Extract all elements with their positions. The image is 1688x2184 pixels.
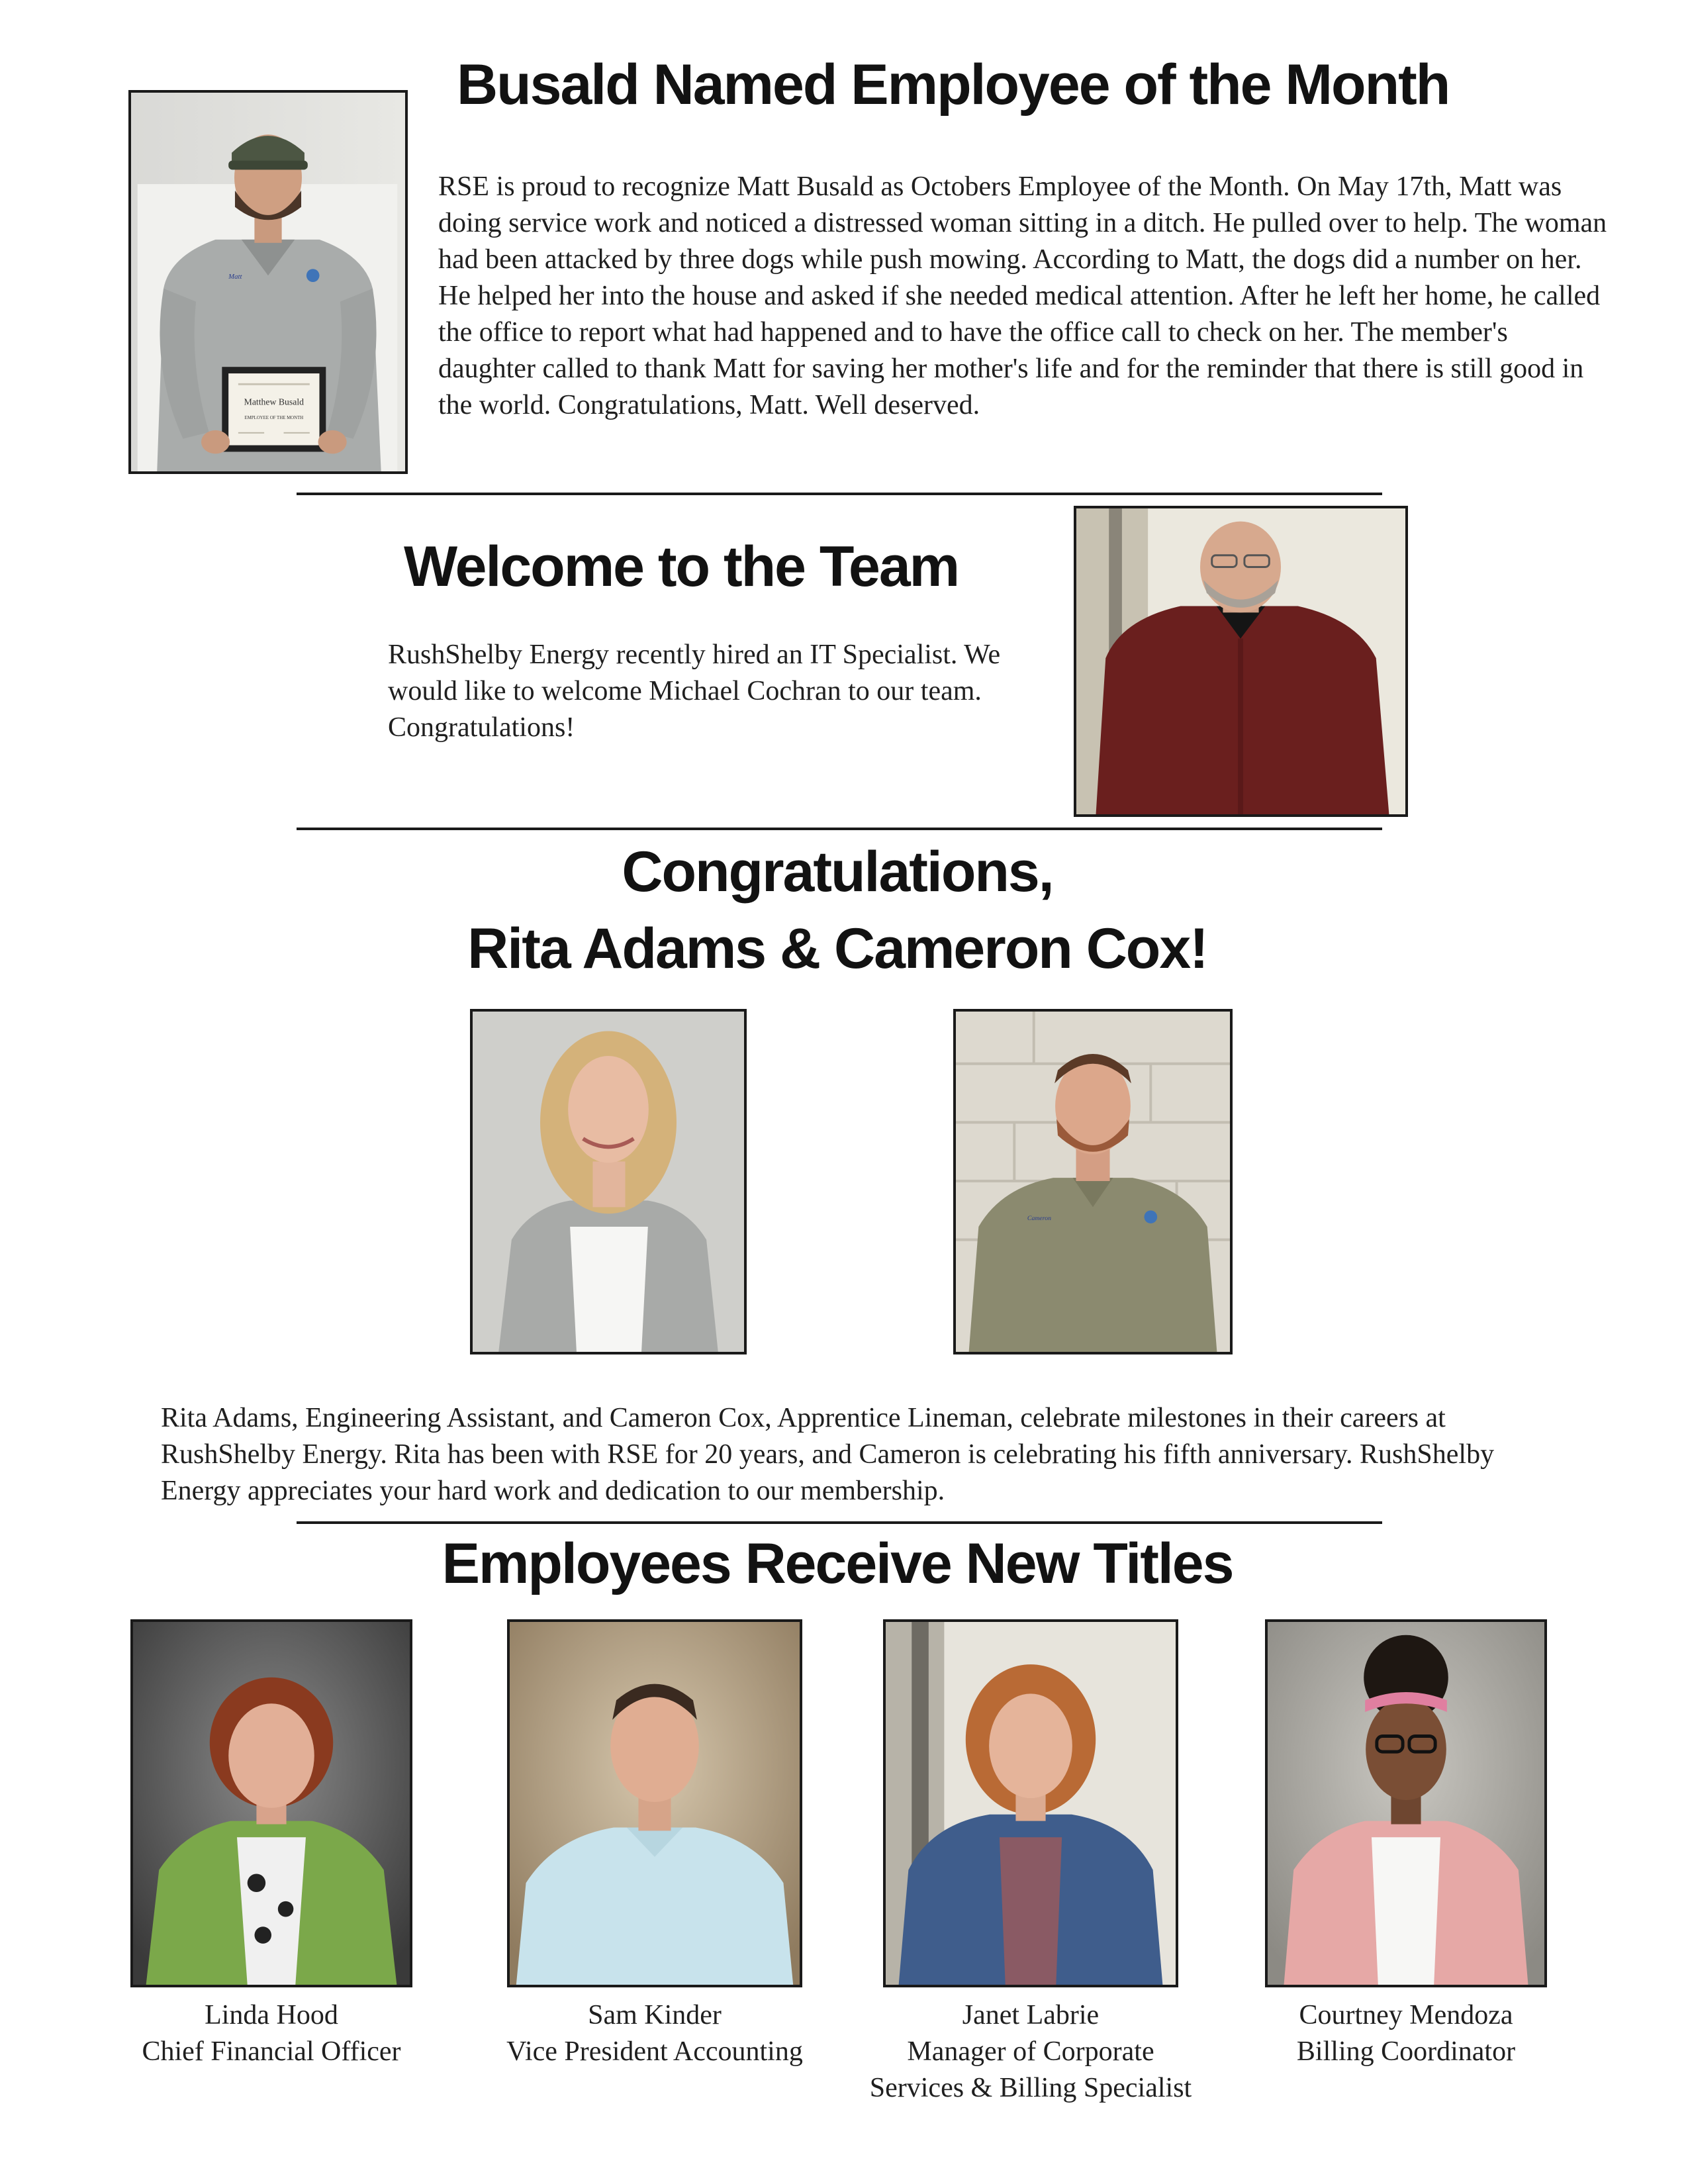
congrats-title-line1: Congratulations, [622, 840, 1053, 904]
person-name: Linda Hood [205, 2000, 338, 2030]
caption-janet-labrie [859, 1997, 1203, 2107]
person-role: Vice President Accounting [506, 2036, 803, 2067]
congrats-title-line2: Rita Adams & Cameron Cox! [467, 917, 1207, 980]
welcome-body: RushShelby Energy recently hired an IT Specialist. We would like to welcome Michael Cochran to our team. Congratulations! [388, 640, 1001, 743]
matt-busald-photo [128, 90, 408, 474]
rita-adams-photo [470, 1009, 747, 1354]
certificate-name-text: Matthew Busald [244, 397, 305, 407]
person-name: Courtney Mendoza [1299, 2000, 1513, 2030]
divider-3 [297, 1521, 1382, 1524]
sam-kinder-photo [507, 1619, 802, 1987]
divider-1 [297, 493, 1382, 495]
divider-2 [297, 828, 1382, 830]
caption-courtney-mendoza [1241, 1997, 1571, 2070]
person-role-line-2: Services & Billing Specialist [869, 2073, 1192, 2103]
welcome-title: Welcome to the Team [404, 535, 959, 598]
congrats-body: Rita Adams, Engineering Assistant, and Cameron Cox, Apprentice Lineman, celebrate milestones in their careers at RushShelby Energy. Rita has been with RSE for 20 years, and Cameron is celebrating his fifth anniversary. RushShelby Energy appreciates your hard work and dedication to our membership. [161, 1403, 1495, 1506]
linda-hood-photo [130, 1619, 412, 1987]
michael-cochran-photo [1074, 506, 1408, 817]
person-name: Sam Kinder [588, 2000, 722, 2030]
caption-linda-hood [99, 1997, 444, 2070]
person-role: Chief Financial Officer [142, 2036, 401, 2067]
eom-body: RSE is proud to recognize Matt Busald as Octobers Employee of the Month. On May 17th, Matt was doing service work and noticed a distressed woman sitting in a ditch. He pulled over to help. The woman had been attacked by three dogs while push mowing. According to Matt, the dogs did a number on her. He helped her into the house and asked if she needed medical attention. After he left her home, he called the office to report what had happened and to have the office call to check on her. The member's daughter called to thank Matt for saving her mother's life and for the reminder that there is still good in the world. Congratulations, Matt. Well deserved. [438, 171, 1607, 420]
janet-labrie-photo [883, 1619, 1178, 1987]
person-role-line-1: Manager of Corporate [907, 2036, 1154, 2067]
titles-title: Employees Receive New Titles [442, 1532, 1233, 1595]
courtney-mendoza-photo [1265, 1619, 1547, 1987]
eom-title: Busald Named Employee of the Month [457, 53, 1450, 117]
person-name: Janet Labrie [962, 2000, 1100, 2030]
cameron-shirt-name-text: Cameron [1027, 1215, 1052, 1223]
cameron-cox-photo [953, 1009, 1233, 1354]
certificate-title-text: EMPLOYEE OF THE MONTH [244, 416, 304, 421]
caption-sam-kinder [489, 1997, 820, 2070]
person-role: Billing Coordinator [1296, 2036, 1516, 2067]
matt-shirt-name-text: Matt [228, 273, 242, 281]
